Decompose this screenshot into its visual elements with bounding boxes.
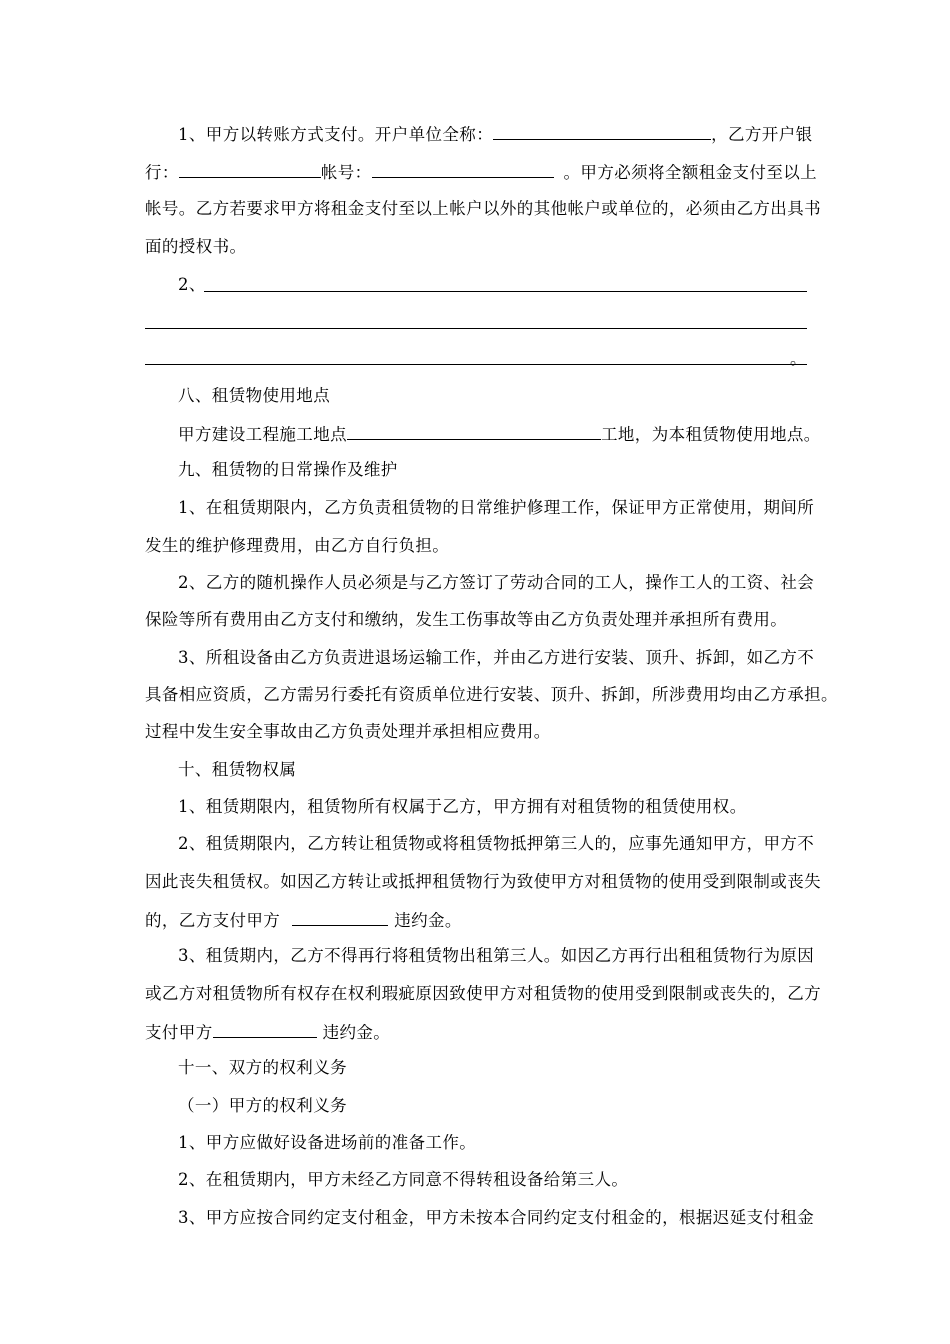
- paragraph-line: 1、在租赁期限内，乙方负责租赁物的日常维护修理工作，保证甲方正常使用，期间所: [178, 498, 815, 517]
- blank-line: [145, 328, 807, 329]
- paragraph-line: 因此丧失租赁权。如因乙方转让或抵押租赁物行为致使甲方对租赁物的使用受到限制或丧失: [145, 872, 821, 891]
- paragraph-line: 1、租赁期限内，租赁物所有权属于乙方，甲方拥有对租赁物的租赁使用权。: [178, 797, 747, 816]
- text: 行：: [145, 163, 179, 182]
- text: 违约金。: [322, 1023, 391, 1042]
- blank-penalty: [292, 907, 388, 926]
- text: 工地，为本租赁物使用地点。: [601, 425, 821, 444]
- text: 帐号：: [320, 163, 372, 182]
- period: 。: [790, 349, 807, 368]
- paragraph-line: 1、甲方应做好设备进场前的准备工作。: [178, 1133, 477, 1152]
- paragraph-line: 2、乙方的随机操作人员必须是与乙方签订了劳动合同的工人，操作工人的工资、社会: [178, 573, 815, 592]
- paragraph-line: [178, 121, 813, 147]
- text: 违约金。: [394, 911, 462, 930]
- text: 的，乙方支付甲方: [145, 911, 281, 930]
- section-heading: 九、租赁物的日常操作及维护: [178, 460, 398, 479]
- blank-bank: [179, 159, 321, 178]
- blank-penalty: [213, 1019, 317, 1038]
- paragraph-line: [145, 907, 807, 933]
- blank-account-name: [493, 121, 711, 140]
- subsection-heading: （一）甲方的权利义务: [178, 1096, 347, 1115]
- paragraph-line: 2、租赁期限内，乙方转让租赁物或将租赁物抵押第三人的，应事先通知甲方，甲方不: [178, 834, 815, 853]
- paragraph-line: [145, 159, 818, 185]
- paragraph-line: 具备相应资质，乙方需另行委托有资质单位进行安装、顶升、拆卸，所涉费用均由乙方承担。: [145, 685, 838, 704]
- paragraph-line: 面的授权书。: [145, 237, 247, 256]
- paragraph-line: [178, 273, 807, 297]
- paragraph-line: 帐号。乙方若要求甲方将租金支付至以上帐户以外的其他帐户或单位的，必须由乙方出具书: [145, 199, 821, 218]
- section-heading: 十一、双方的权利义务: [178, 1058, 347, 1077]
- paragraph-line: 3、租赁期内，乙方不得再行将租赁物出租第三人。如因乙方再行出租租赁物行为原因: [178, 946, 815, 965]
- paragraph-line: 或乙方对租赁物所有权存在权利瑕疵原因致使甲方对租赁物的使用受到限制或丧失的，乙方: [145, 984, 821, 1003]
- paragraph-line: 发生的维护修理费用，由乙方自行负担。: [145, 536, 450, 555]
- text: 1、甲方以转账方式支付。开户单位全称：: [178, 125, 494, 144]
- paragraph-line: 3、所租设备由乙方负责进退场运输工作，并由乙方进行安装、顶升、拆卸，如乙方不: [178, 648, 815, 667]
- section-heading: 八、租赁物使用地点: [178, 386, 331, 405]
- section-heading: 十、租赁物权属: [178, 760, 297, 779]
- text: 。甲方必须将全额租金支付至以上: [563, 163, 818, 182]
- text: 支付甲方: [145, 1023, 213, 1042]
- paragraph-line: 过程中发生安全事故由乙方负责处理并承担相应费用。: [145, 722, 551, 741]
- paragraph-line: 2、在租赁期内，甲方未经乙方同意不得转租设备给第三人。: [178, 1170, 629, 1189]
- paragraph-line: 保险等所有费用由乙方支付和缴纳，发生工伤事故等由乙方负责处理并承担所有费用。: [145, 610, 788, 629]
- text: 甲方建设工程施工地点: [178, 425, 347, 444]
- blank-line: [145, 364, 807, 365]
- text: 2、: [178, 275, 206, 294]
- blank-site: [347, 421, 601, 440]
- paragraph-line: [178, 421, 821, 447]
- text: ，乙方开户银: [711, 125, 813, 144]
- blank-account-number: [372, 159, 554, 178]
- paragraph-line: 3、甲方应按合同约定支付租金，甲方未按本合同约定支付租金的，根据迟延支付租金: [178, 1208, 815, 1227]
- paragraph-line: [145, 1019, 807, 1045]
- blank-line: [204, 291, 807, 292]
